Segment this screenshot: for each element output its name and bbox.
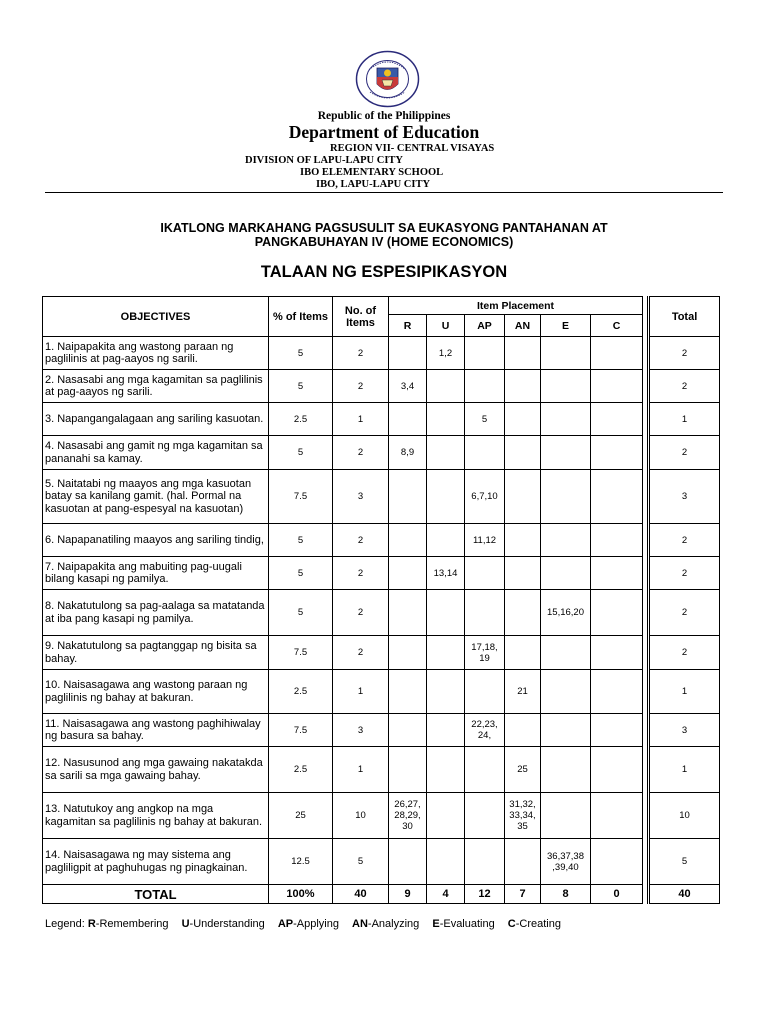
placement-cell-e xyxy=(541,793,591,839)
items-cell: 2 xyxy=(333,337,389,370)
placement-cell-e xyxy=(541,370,591,403)
placement-cell-e xyxy=(541,557,591,590)
table-row xyxy=(43,670,720,714)
level-header-ap: AP xyxy=(465,315,505,337)
percent-cell: 5 xyxy=(269,337,333,370)
table-row xyxy=(43,839,720,885)
percent-cell: 12.5 xyxy=(269,839,333,885)
placement-cell-u xyxy=(427,436,465,470)
placement-cell-ap: 22,23, 24, xyxy=(465,714,505,747)
placement-cell-r xyxy=(389,714,427,747)
placement-cell-c xyxy=(591,557,643,590)
placement-cell-c xyxy=(591,370,643,403)
address-heading: IBO, LAPU-LAPU CITY xyxy=(316,179,431,190)
legend-text: -Creating xyxy=(515,918,561,930)
items-cell: 5 xyxy=(333,839,389,885)
total-level-e: 8 xyxy=(541,885,591,904)
header-divider xyxy=(45,192,723,193)
objective-cell: 5. Naitatabi ng maayos ang mga kasuotan batay sa kanilang gamit. (hal. Pormal na kasuotan at pang-espesyal na kasuotan) xyxy=(43,470,269,524)
placement-cell-u xyxy=(427,370,465,403)
row-total-cell: 3 xyxy=(649,714,720,747)
level-header-c: C xyxy=(591,315,643,337)
placement-cell-an xyxy=(505,557,541,590)
level-header-u: U xyxy=(427,315,465,337)
objective-cell: 8. Nakatutulong sa pag-aalaga sa matatanda at iba pang kasapi ng pamilya. xyxy=(43,590,269,636)
row-total-cell: 2 xyxy=(649,636,720,670)
total-level-u: 4 xyxy=(427,885,465,904)
placement-cell-an xyxy=(505,470,541,524)
items-cell: 1 xyxy=(333,670,389,714)
placement-cell-e xyxy=(541,403,591,436)
total-level-c: 0 xyxy=(591,885,643,904)
placement-cell-e xyxy=(541,337,591,370)
placement-cell-u xyxy=(427,747,465,793)
placement-cell-c xyxy=(591,524,643,557)
objective-cell: 3. Napangangalagaan ang sariling kasuotan. xyxy=(43,403,269,436)
placement-cell-an xyxy=(505,839,541,885)
placement-cell-u: 1,2 xyxy=(427,337,465,370)
placement-cell-r xyxy=(389,590,427,636)
table-row xyxy=(43,436,720,470)
placement-cell-u: 13,14 xyxy=(427,557,465,590)
placement-cell-an xyxy=(505,337,541,370)
table-row xyxy=(43,337,720,370)
percent-cell: 7.5 xyxy=(269,636,333,670)
placement-cell-c xyxy=(591,403,643,436)
items-cell: 2 xyxy=(333,636,389,670)
placement-cell-e xyxy=(541,747,591,793)
placement-cell-u xyxy=(427,839,465,885)
exam-title-line-2: PANGKABUHAYAN IV (HOME ECONOMICS) xyxy=(254,235,514,249)
placement-cell-c xyxy=(591,793,643,839)
placement-cell-an: 25 xyxy=(505,747,541,793)
placement-cell-r xyxy=(389,470,427,524)
placement-cell-e: 36,37,38 ,39,40 xyxy=(541,839,591,885)
placement-cell-r xyxy=(389,337,427,370)
percent-header: % of Items xyxy=(269,297,333,337)
grand-total: 40 xyxy=(649,885,720,904)
table-row xyxy=(43,636,720,670)
percent-cell: 7.5 xyxy=(269,470,333,524)
percent-cell: 7.5 xyxy=(269,714,333,747)
placement-cell-an xyxy=(505,436,541,470)
percent-cell: 2.5 xyxy=(269,670,333,714)
legend-item xyxy=(432,918,494,930)
legend-item xyxy=(278,918,339,930)
placement-cell-ap: 17,18, 19 xyxy=(465,636,505,670)
total-level-an: 7 xyxy=(505,885,541,904)
row-total-cell: 10 xyxy=(649,793,720,839)
placement-cell-c xyxy=(591,337,643,370)
table-row xyxy=(43,793,720,839)
placement-cell-an xyxy=(505,524,541,557)
placement-cell-r xyxy=(389,524,427,557)
items-cell: 2 xyxy=(333,370,389,403)
row-total-cell: 2 xyxy=(649,337,720,370)
number-header: No. of Items xyxy=(333,297,389,337)
placement-cell-an xyxy=(505,370,541,403)
item-placement-header: Item Placement xyxy=(389,297,643,315)
legend-item xyxy=(88,918,169,930)
total-percent: 100% xyxy=(269,885,333,904)
percent-cell: 2.5 xyxy=(269,747,333,793)
placement-cell-ap xyxy=(465,337,505,370)
republic-heading: Republic of the Philippines xyxy=(317,110,451,122)
items-cell: 10 xyxy=(333,793,389,839)
total-label: TOTAL xyxy=(43,885,269,904)
placement-cell-r xyxy=(389,403,427,436)
placement-cell-u xyxy=(427,470,465,524)
legend-item xyxy=(182,918,265,930)
table-row xyxy=(43,714,720,747)
row-total-cell: 2 xyxy=(649,557,720,590)
objective-cell: 9. Nakatutulong sa pagtanggap ng bisita sa bahay. xyxy=(43,636,269,670)
items-cell: 3 xyxy=(333,714,389,747)
placement-cell-u xyxy=(427,636,465,670)
placement-cell-e: 15,16,20 xyxy=(541,590,591,636)
objective-cell: 13. Natutukoy ang angkop na mga kagamitan sa paglilinis ng bahay at bakuran. xyxy=(43,793,269,839)
legend-text: -Evaluating xyxy=(439,918,495,930)
row-total-cell: 1 xyxy=(649,670,720,714)
total-level-ap: 12 xyxy=(465,885,505,904)
placement-cell-e xyxy=(541,524,591,557)
legend xyxy=(45,918,571,930)
objective-cell: 1. Naipapakita ang wastong paraan ng paglilinis at pag-aayos ng sarili. xyxy=(43,337,269,370)
placement-cell-r xyxy=(389,670,427,714)
placement-cell-ap: 11,12 xyxy=(465,524,505,557)
row-total-cell: 1 xyxy=(649,403,720,436)
objective-cell: 6. Napapanatiling maayos ang sariling tindig, xyxy=(43,524,269,557)
placement-cell-r xyxy=(389,839,427,885)
placement-cell-ap xyxy=(465,793,505,839)
placement-cell-an: 31,32, 33,34, 35 xyxy=(505,793,541,839)
placement-cell-e xyxy=(541,670,591,714)
placement-cell-c xyxy=(591,839,643,885)
objectives-header: OBJECTIVES xyxy=(43,297,269,337)
table-row xyxy=(43,524,720,557)
placement-cell-ap: 5 xyxy=(465,403,505,436)
placement-cell-c xyxy=(591,470,643,524)
row-total-cell: 2 xyxy=(649,590,720,636)
level-header-r: R xyxy=(389,315,427,337)
placement-cell-r: 3,4 xyxy=(389,370,427,403)
items-cell: 2 xyxy=(333,436,389,470)
objective-cell: 11. Naisasagawa ang wastong paghihiwalay ng basura sa bahay. xyxy=(43,714,269,747)
items-cell: 2 xyxy=(333,590,389,636)
total-header: Total xyxy=(649,297,720,337)
region-heading: REGION VII- CENTRAL VISAYAS xyxy=(330,143,495,154)
objective-cell: 2. Nasasabi ang mga kagamitan sa paglilinis at pag-aayos ng sarili. xyxy=(43,370,269,403)
level-header-an: AN xyxy=(505,315,541,337)
division-heading: DIVISION OF LAPU-LAPU CITY xyxy=(245,155,403,166)
total-level-r: 9 xyxy=(389,885,427,904)
placement-cell-c xyxy=(591,436,643,470)
objective-cell: 10. Naisasagawa ang wastong paraan ng paglilinis ng bahay at bakuran. xyxy=(43,670,269,714)
placement-cell-c xyxy=(591,670,643,714)
legend-key: U xyxy=(181,918,190,930)
placement-cell-c xyxy=(591,747,643,793)
legend-key: C xyxy=(507,918,516,930)
table-row xyxy=(43,557,720,590)
placement-cell-an: 21 xyxy=(505,670,541,714)
department-heading: Department of Education xyxy=(288,122,480,142)
placement-cell-e xyxy=(541,636,591,670)
placement-cell-ap xyxy=(465,590,505,636)
placement-cell-an xyxy=(505,590,541,636)
row-total-cell: 2 xyxy=(649,524,720,557)
items-cell: 2 xyxy=(333,557,389,590)
tos-title: TALAAN NG ESPESIPIKASYON xyxy=(260,263,508,281)
placement-cell-e xyxy=(541,436,591,470)
legend-text: -Understanding xyxy=(189,918,265,930)
placement-cell-u xyxy=(427,524,465,557)
table-row xyxy=(43,370,720,403)
placement-cell-ap xyxy=(465,670,505,714)
specification-table xyxy=(42,296,720,904)
items-cell: 2 xyxy=(333,524,389,557)
legend-key: AP xyxy=(277,918,294,930)
table-row xyxy=(43,590,720,636)
placement-cell-an xyxy=(505,403,541,436)
placement-cell-ap xyxy=(465,839,505,885)
placement-cell-r xyxy=(389,747,427,793)
row-total-cell: 2 xyxy=(649,436,720,470)
legend-key: R xyxy=(87,918,96,930)
objective-cell: 14. Naisasagawa ng may sistema ang pagliligpit at paghuhugas ng pinagkainan. xyxy=(43,839,269,885)
placement-cell-e xyxy=(541,714,591,747)
objective-cell: 12. Nasusunod ang mga gawaing nakatakda sa sarili sa mga gawaing bahay. xyxy=(43,747,269,793)
percent-cell: 5 xyxy=(269,590,333,636)
placement-cell-r: 8,9 xyxy=(389,436,427,470)
items-cell: 1 xyxy=(333,747,389,793)
table-row xyxy=(43,403,720,436)
row-total-cell: 5 xyxy=(649,839,720,885)
placement-cell-r: 26,27, 28,29, 30 xyxy=(389,793,427,839)
placement-cell-ap xyxy=(465,557,505,590)
items-cell: 3 xyxy=(333,470,389,524)
placement-cell-c xyxy=(591,714,643,747)
table-row xyxy=(43,747,720,793)
placement-cell-ap xyxy=(465,370,505,403)
placement-cell-u xyxy=(427,403,465,436)
legend-item xyxy=(352,918,419,930)
row-total-cell: 2 xyxy=(649,370,720,403)
school-heading: IBO ELEMENTARY SCHOOL xyxy=(300,167,444,178)
percent-cell: 5 xyxy=(269,524,333,557)
legend-key: E xyxy=(432,918,440,930)
placement-cell-c xyxy=(591,636,643,670)
legend-prefix: Legend: xyxy=(45,918,85,930)
deped-seal-logo xyxy=(355,50,420,108)
placement-cell-ap xyxy=(465,436,505,470)
percent-cell: 25 xyxy=(269,793,333,839)
legend-text: -Analyzing xyxy=(367,918,420,930)
exam-title-line-1: IKATLONG MARKAHANG PAGSUSULIT SA EUKASYONG PANTAHANAN AT xyxy=(160,221,608,235)
placement-cell-c xyxy=(591,590,643,636)
placement-cell-an xyxy=(505,714,541,747)
objective-cell: 7. Naipapakita ang mabuiting pag-uugali bilang kasapi ng pamilya. xyxy=(43,557,269,590)
placement-cell-ap xyxy=(465,747,505,793)
placement-cell-r xyxy=(389,557,427,590)
percent-cell: 5 xyxy=(269,370,333,403)
legend-text: -Applying xyxy=(293,918,339,930)
legend-text: -Remembering xyxy=(95,918,169,930)
row-total-cell: 1 xyxy=(649,747,720,793)
exam-title xyxy=(0,221,768,249)
placement-cell-u xyxy=(427,714,465,747)
total-row xyxy=(43,885,720,904)
items-cell: 1 xyxy=(333,403,389,436)
placement-cell-an xyxy=(505,636,541,670)
percent-cell: 5 xyxy=(269,436,333,470)
percent-cell: 2.5 xyxy=(269,403,333,436)
total-items: 40 xyxy=(333,885,389,904)
placement-cell-u xyxy=(427,590,465,636)
placement-cell-u xyxy=(427,670,465,714)
level-header-e: E xyxy=(541,315,591,337)
placement-cell-r xyxy=(389,636,427,670)
legend-key: AN xyxy=(352,918,368,930)
row-total-cell: 3 xyxy=(649,470,720,524)
placement-cell-e xyxy=(541,470,591,524)
placement-cell-u xyxy=(427,793,465,839)
placement-cell-ap: 6,7,10 xyxy=(465,470,505,524)
legend-item xyxy=(508,918,561,930)
table-row xyxy=(43,470,720,524)
objective-cell: 4. Nasasabi ang gamit ng mga kagamitan sa pananahi sa kamay. xyxy=(43,436,269,470)
percent-cell: 5 xyxy=(269,557,333,590)
